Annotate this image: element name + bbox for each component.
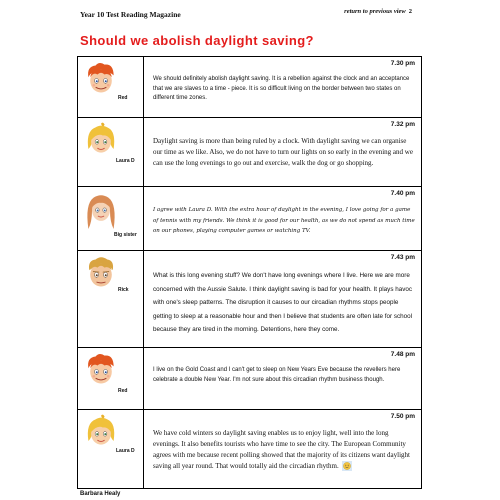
poster-name: Laura D [116,158,135,164]
poster-name: Red [118,95,128,101]
blonde-girl-icon [83,414,119,450]
post-row [78,251,421,348]
post-row [78,57,421,118]
poster-name: Big sister [114,232,137,238]
author-name: Barbara Healy [80,491,121,497]
post-time: 7.50 pm [390,413,415,420]
magazine-title: Year 10 Test Reading Magazine [80,10,181,19]
post-row [78,187,421,251]
post-text: We should definitely abolish daylight saving. It is a rebellion against the clock and an acceptance that we are slaves to a time - piece. It is so difficult living on the border between two states on different time zones. [153,76,410,101]
post-time: 7.32 pm [390,121,415,128]
poster-name: Red [118,388,128,394]
post-row [78,118,421,187]
blonde-girl-icon [83,122,119,158]
poster-name: Laura D [116,448,135,454]
page-number: 2 [408,8,412,15]
post-time: 7.48 pm [390,351,415,358]
poster-name: Rick [118,287,129,293]
post-text: I live on the Gold Coast and I can't get to sleep on New Years Eve because the revellers here celebrate a double New Year. I'm not sure about this circadian rhythm business though. [153,367,401,383]
smiley-icon [342,461,352,471]
avatar-cell [78,187,144,250]
red-haired-boy-icon [83,61,119,97]
post-time: 7.43 pm [390,254,415,261]
post-row [78,348,421,410]
post-text [153,428,415,472]
post-text: I agree with Laura D. With the extra hour of daylight in the evening, I love going for a game of tennis with my friends. We think it is good for our health, as we do not spend as much time on our phones, playing computer games or watching TV. [153,207,415,234]
blond-boy-icon [83,255,119,291]
avatar-cell [78,251,144,347]
ginger-girl-icon [83,190,119,232]
post-text-content: We have cold winters so daylight saving enables us to enjoy light, well into the long evenings. It also benefits tourists who have time to see the city. The European Community agrees with me because recent polling showed that the majority of its citizens want daylight saving all year round. That would totally aid the circadian rhythm. [153,429,410,470]
post-text: Daylight saving is more than being ruled by a clock. With daylight saving we can organise our time as we like. Also, we do not have to turn our lights on so early in the evening and we can use the long evenings to go out and exercise, walk the dog or go shopping. [153,137,413,167]
return-link-label[interactable]: return to previous view [344,8,406,15]
post-text: What is this long evening stuff? We don't have long evenings where I live. Here we are more concerned with the Aussie Salute. I think daylight saving is bad for your health. It plays havoc with one's sleep patterns. The disruption it causes to our circadian rhythms stops people getting to sleep at a reasonable hour and then I believe that students are often late for school because they are tired in the morning. Detentions, here they come. [153,272,413,333]
post-row [78,410,421,488]
avatar-cell [78,348,144,409]
post-time: 7.40 pm [390,190,415,197]
return-link[interactable] [344,8,412,15]
avatar-cell [78,410,144,488]
avatar-cell [78,57,144,117]
forum-table [77,56,422,489]
avatar-cell [78,118,144,186]
red-haired-boy-icon [83,352,119,388]
page-title: Should we abolish daylight saving? [80,33,314,48]
post-time: 7.30 pm [390,60,415,67]
